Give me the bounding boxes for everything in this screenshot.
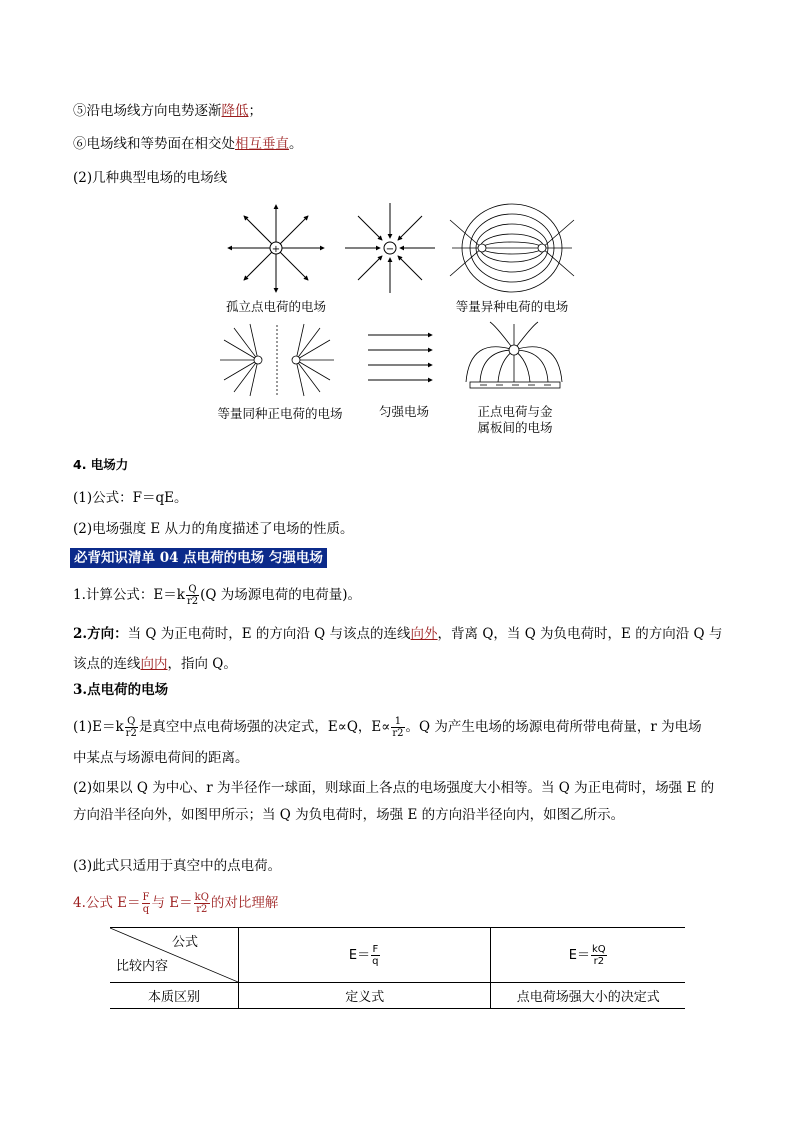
field-lines-figure xyxy=(200,200,600,440)
keyword-perpendicular: 相互垂直 xyxy=(235,136,289,152)
table-col-definition: E＝ $\frac{F}{q}$ xyxy=(239,928,491,983)
caption-same: 等量同种正电荷的电场 xyxy=(217,406,343,421)
item-3-para-1-line1: (1)E＝k $\frac{Q}{r2}$ 是真空中点电荷场强的决定式，E∝Q，E∝ $\frac{1}{r2}$ 。Q 为产生电场的场源电荷所带电荷量，r 为电场 xyxy=(73,716,702,739)
line-decreasing-potential: ⑤沿电场线方向电势逐渐降低； xyxy=(73,103,262,119)
knowledge-banner: 必背知识清单 04 点电荷的电场 匀强电场 xyxy=(70,548,327,568)
row-definition-cell: 定义式 xyxy=(239,983,491,1009)
item-3-para-2-line1: (2)如果以 Q 为中心、r 为半径作一球面，则球面上各点的电场强度大小相等。当 Q 为正电荷时，场强 E 的 xyxy=(73,780,715,796)
section-4-title: 4. 电场力 xyxy=(73,457,129,472)
caption-opposite: 等量异种电荷的电场 xyxy=(455,299,569,314)
caption-plate-1: 正点电荷与金 xyxy=(477,404,553,419)
fraction-1-r2: $\frac{1}{r2}$ xyxy=(392,716,404,739)
keyword-decrease: 降低 xyxy=(221,103,249,119)
table-header-row xyxy=(110,928,685,983)
dipole-field xyxy=(450,204,574,292)
item-3-para-1-line2: 中某点与场源电荷间的距离。 xyxy=(73,750,249,766)
fraction-q-r2: $\frac{Q}{r2}$ xyxy=(186,584,199,607)
row-determinant-cell: 点电荷场强大小的决定式 xyxy=(491,983,685,1009)
plate-field xyxy=(466,322,562,388)
corner-formula-label: 公式 xyxy=(171,935,198,950)
same-charge-field xyxy=(220,324,334,396)
item-3-para-2-line2: 方向沿半径向外，如图甲所示；当 Q 为负电荷时，场强 E 的方向沿半径向内，如图乙所示。 xyxy=(73,807,625,823)
item-1-formula: 1.计算公式：E＝k $\frac{Q}{r2}$ (Q 为场源电荷的电荷量)。 xyxy=(73,584,361,607)
fraction-f-q: $\frac{F}{q}$ xyxy=(142,892,150,915)
item-4-heading: 4.公式 E＝ $\frac{F}{q}$ 与 E＝ $\frac{kQ}{r2}$ 的对比理解 xyxy=(73,892,279,915)
keyword-outward: 向外 xyxy=(410,626,438,642)
typical-fields-heading: (2)几种典型电场的电场线 xyxy=(73,170,228,186)
table-row xyxy=(110,983,685,1009)
item-3-para-3: (3)此式只适用于真空中的点电荷。 xyxy=(73,858,282,874)
keyword-inward: 向内 xyxy=(140,656,168,672)
item-3-title: 3.点电荷的电场 xyxy=(73,682,169,698)
line-perpendicular: ⑥电场线和等势面在相交处相互垂直。 xyxy=(73,136,303,152)
item-2-direction-line2: 该点的连线向内，指向 Q。 xyxy=(73,656,237,672)
uniform-field xyxy=(368,335,432,380)
caption-uniform: 匀强电场 xyxy=(378,404,430,419)
table-col-determinant: E＝ $\frac{kQ}{r2}$ xyxy=(491,928,685,983)
table-corner-cell xyxy=(110,928,239,983)
fraction-q-r2-b: $\frac{Q}{r2}$ xyxy=(125,716,137,739)
row-label-essence: 本质区别 xyxy=(110,983,239,1009)
item-2-direction-line1: 2.方向：当 Q 为正电荷时，E 的方向沿 Q 与该点的连线向外，背离 Q，当 Q 为负电荷时，E 的方向沿 Q 与 xyxy=(73,626,723,642)
plus-sign: + xyxy=(271,244,281,255)
caption-isolated: 孤立点电荷的电场 xyxy=(225,299,327,314)
caption-plate-2: 属板间的电场 xyxy=(477,420,553,435)
comparison-table xyxy=(110,927,685,1009)
field-strength-desc: (2)电场强度 E 从力的角度描述了电场的性质。 xyxy=(73,521,354,537)
fraction-kq-r2: $\frac{kQ}{r2}$ xyxy=(194,892,209,915)
corner-compare-label: 比较内容 xyxy=(116,959,169,974)
force-formula: (1)公式：F＝qE。 xyxy=(73,490,188,506)
minus-sign: − xyxy=(385,244,395,255)
